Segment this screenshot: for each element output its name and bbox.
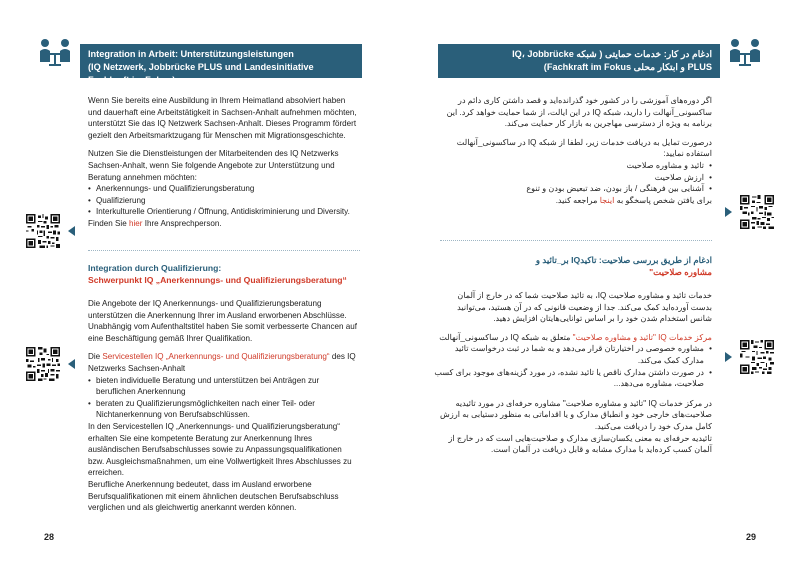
qr-code-icon[interactable]	[740, 195, 774, 229]
list-item: • Qualifizierung	[88, 195, 360, 207]
subsection-heading: ادغام از طریق بررسی صلاحیت: تاکیدIQ بر_تائید و مشاوره صلاحیت"	[535, 255, 712, 277]
services-list	[88, 183, 360, 218]
recognition-definition: تائیدیه حرفه‌ای به معنی یکسان‌سازی مدارک و صلاحیت‌هایی است که در خارج از آلمان کسب کرده‌اید با مدارک مشابه و قابل دریافت در آلمان است.	[448, 433, 712, 455]
section-header-line1: Integration in Arbeit: Unterstützungsleistungen	[88, 49, 294, 59]
consultation-paragraph: در مرکز خدمات IQ "تائید و مشاوره صلاحیت" مشاوره حرفه‌ای در مورد تائیدیه صلاحیت‌های خارجی خود و انطباق مدارک و یا اقداماتی به منظور دستیابی به ارزش کامل مدرک خود را دریافت می‌کنید.	[440, 398, 712, 431]
service-centres-link[interactable]: مرکز خدمات IQ "تائید و مشاوره صلاحیت"	[572, 332, 712, 342]
consultation-people-icon	[38, 38, 72, 68]
section-separator	[88, 250, 360, 251]
qr-code-icon[interactable]	[26, 347, 60, 381]
contact-link[interactable]: اینجا	[599, 195, 615, 205]
triangle-pointer-icon	[725, 207, 732, 217]
page-number: 29	[745, 532, 756, 542]
list-item: • Interkulturelle Orientierung / Öffnung, Antidiskriminierung und Diversity.	[88, 206, 360, 218]
section-separator	[440, 240, 712, 241]
list-item: • ارزش صلاحیت	[434, 172, 712, 184]
list-item: • beraten zu Qualifizierungsmöglichkeiten nach einer Teil- oder Nichtanerkennung von Berufsabschlüssen.	[88, 398, 360, 421]
contact-line: برای یافتن شخص پاسخگو به اینجا مراجعه کنید.	[555, 195, 712, 205]
section-header-line2: PLUS و ابتکار محلی Fachkraft im Fokus)	[543, 62, 712, 72]
services-list	[434, 160, 712, 195]
service-centres-list	[88, 375, 360, 421]
consultation-paragraph: In den Servicestellen IQ „Anerkennungs- und Qualifizierungsberatung“ erhalten Sie eine kompetente Beratung zur Anerkennung Ihres ausländischen Berufsabschlusses sowie zu Anpassungsqualifikationen bzw. Ausgleichsmaßnahmen, um eine Vollwertigkeit Ihres Abschlusses zu erreichen.	[88, 421, 352, 478]
recognition-paragraph: خدمات تائید و مشاوره صلاحیت IQ، به تائید صلاحیت شما که در خارج از آلمان بدست آورده‌اید کمک می‌کند. جدا از وضعیت قانونی که در آن هستید، می‌توانید شانس استخدام شدن خود را بر اساس توانایی‌هایتان افزایش دهید.	[457, 291, 712, 324]
service-centres-line: مرکز خدمات IQ "تائید و مشاوره صلاحیت" متعلق به شبکه IQ در ساکسونی_آنهالت	[439, 332, 712, 342]
list-item: • تائید و مشاوره صلاحیت	[434, 160, 712, 172]
recognition-definition: Berufliche Anerkennung bedeutet, dass im Ausland erworbene Berufsqualifikationen mit einem ähnlichen deutschen Berufsabschluss verglichen und als gleichwertig anerkannt werden können.	[88, 479, 339, 513]
triangle-pointer-icon	[725, 352, 732, 362]
consultation-people-icon	[728, 38, 762, 68]
section-header	[438, 44, 720, 78]
section-header-line2: (IQ Netzwerk, Jobbrücke PLUS und Landesinitiative Fachkraft im Fokus)	[88, 62, 314, 85]
contact-line: Finden Sie hier Ihre Ansprechperson.	[88, 218, 222, 228]
list-item: • Anerkennungs- und Qualifizierungsberatung	[88, 183, 360, 195]
qr-code-icon[interactable]	[740, 340, 774, 374]
intro-text	[88, 95, 360, 237]
intro-paragraph: اگر دوره‌های آموزشی را در کشور خود گذرانده‌اید و قصد داشتن کاری دائم در ساکسونی_آنهالت را دارید، شبکه IQ در این ایالت، از شما حمایت خواهد کرد. این برنامه به ویژه از دسترسی مهاجرین به بازار کار حمایت می‌کند.	[446, 96, 712, 129]
services-paragraph: Nutzen Sie die Dienstleistungen der Mitarbeitenden des IQ Netzwerks Sachsen-Anhalt, wenn Sie folgende Angebote zur Unterstützung und Beratung annehmen möchten:	[88, 149, 339, 182]
list-item: • مشاوره خصوصی در اختیارتان قرار می‌دهد و به شما در ثبت درخواست تائید مدارک کمک می‌کند.	[434, 343, 712, 366]
recognition-paragraph: Die Angebote der IQ Anerkennungs- und Qualifizierungsberatung unterstützen die Anerkennung Ihrer im Ausland erworbenen Abschlüsse. Unabhängig vom Aufenthaltstitel haben Sie somit verbesserte Chancen auf eine Beschäftigung gemäß Ihrer Qualifikation.	[88, 299, 358, 343]
list-item: • bieten individuelle Beratung und unterstützen bei Anträgen zur beruflichen Anerkennung	[88, 375, 360, 398]
service-centres-line: Die Servicestellen IQ „Anerkennungs- und Qualifizierungsberatung“ des IQ Netzwerks Sachsen-Anhalt	[88, 352, 356, 373]
qualification-text	[434, 290, 712, 463]
qr-code-icon[interactable]	[26, 214, 60, 248]
contact-link[interactable]: hier	[128, 218, 143, 228]
service-centres-list	[434, 343, 712, 389]
service-centres-link[interactable]: Servicestellen IQ „Anerkennungs- und Qualifizierungsberatung“	[102, 352, 330, 362]
subsection-heading: Integration durch Qualifizierung: Schwerpunkt IQ „Anerkennungs- und Qualifizierungsberatung“	[88, 263, 347, 285]
page-right	[400, 0, 800, 565]
section-header	[80, 44, 362, 85]
intro-text	[434, 95, 712, 213]
intro-paragraph: Wenn Sie bereits eine Ausbildung in Ihrem Heimatland absolviert haben und dauerhaft eine Arbeitstätigkeit in Sachsen-Anhalt aufnehmen möchten, unterstützt Sie das IQ Netzwerk Sachsen-Anhalt. Dieses Programm fördert gezielt den Arbeitsmarktzugang für Menschen mit Migrationsgeschichte.	[88, 96, 357, 140]
list-item: • در صورت داشتن مدارک ناقص یا تائید نشده، در مورد گزینه‌های موجود برای کسب صلاحیت، مشاوره می‌دهد...	[434, 367, 712, 390]
triangle-pointer-icon	[68, 226, 75, 236]
section-header-line1: ادغام در کار: خدمات حمایتی ( شبکه IQ، Jobbrücke	[512, 49, 712, 59]
triangle-pointer-icon	[68, 359, 75, 369]
list-item: • آشنایی بین فرهنگی / باز بودن، ضد تبعیض بودن و تنوع	[434, 183, 712, 195]
services-paragraph: درصورت تمایل به دریافت خدمات زیر، لطفا از شبکه IQ در ساکسونی_آنهالت استفاده نمایید:	[456, 137, 712, 159]
page-number: 28	[44, 532, 55, 542]
qualification-text	[88, 298, 360, 521]
